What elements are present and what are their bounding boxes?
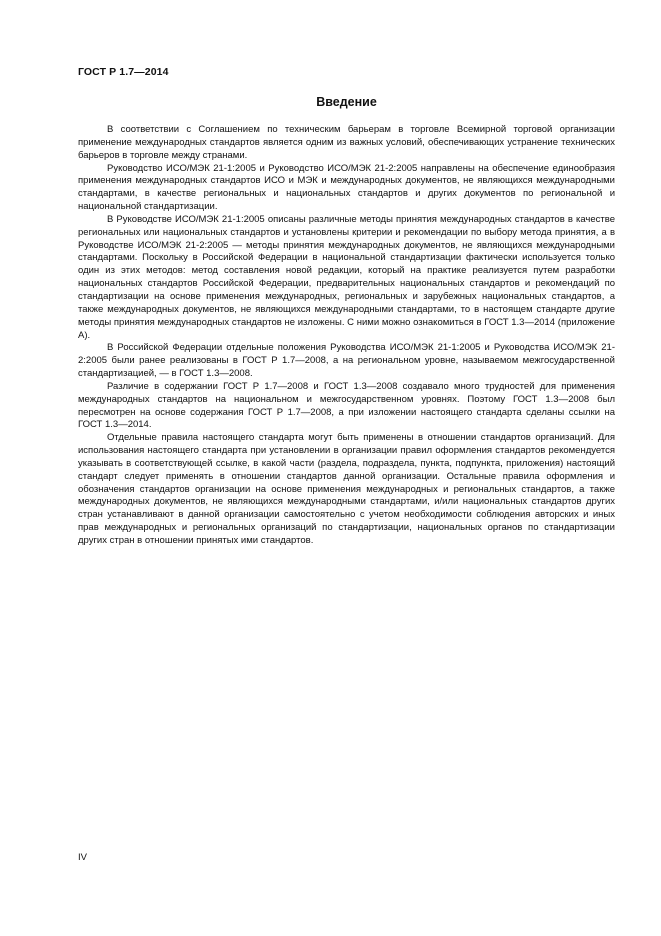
paragraph: В Руководстве ИСО/МЭК 21-1:2005 описаны различные методы принятия международных стандартов в качестве региональных или национальных стандартов и установлены критерии и рекомендации по выбору метода принятия, а в Руководстве ИСО/МЭК 21-2:2005 — методы принятия международных документов, не являющихся международными стандартами. Поскольку в Российской Федерации в национальной стандартизации фактически используется только один из этих методов: метод составления новой редакции, который на практике реализуется путем разработки национальных стандартов Российской Федерации, предварительных национальных стандартов и рекомендаций по стандартизации на основе применения международных, региональных и зарубежных национальных стандартов, а также международных документов, не являющихся международными стандартами, то в настоящем стандарте другие методы принятия международных стандартов не изложены. С ними можно ознакомиться в ГОСТ 1.3—2014 (приложение А). xyxy=(78,213,615,341)
paragraph: Различие в содержании ГОСТ Р 1.7—2008 и ГОСТ 1.3—2008 создавало много трудностей для применения международных стандартов на национальном и межгосударственном уровнях. Поэтому ГОСТ 1.3—2008 был пересмотрен на основе содержания ГОСТ Р 1.7—2008, а при изложении настоящего стандарта сделаны ссылки на ГОСТ 1.3—2014. xyxy=(78,380,615,431)
section-title: Введение xyxy=(316,95,377,109)
paragraph: Отдельные правила настоящего стандарта могут быть применены в отношении стандартов организаций. Для использования настоящего стандарта при установлении в организации правил оформления стандартов рекомендуется указывать в соответствующей ссылке, в какой части (раздела, подраздела, пункта, подпункта, приложения) настоящий стандарт следует применять в отношении стандартов данной организации. Остальные правила оформления и обозначения стандартов организации на основе применения международных и региональных стандартов, а также международных документов, не являющихся международными стандартами, и/или национальных стандартов других стран устанавливают в данной организации самостоятельно с учетом необходимости соблюдения авторских и иных прав международных и региональных организаций по стандартизации, национальных органов по стандартизации других стран в отношении принятых ими стандартов. xyxy=(78,432,615,546)
document-code-header: ГОСТ Р 1.7—2014 xyxy=(78,66,169,78)
section-body xyxy=(78,124,615,548)
paragraph: В соответствии с Соглашением по техническим барьерам в торговле Всемирной торговой организации применение международных стандартов является одним из важных условий, обеспечивающих устранение технических барьеров в торговле между странами. xyxy=(78,124,615,161)
paragraph: Руководство ИСО/МЭК 21-1:2005 и Руководство ИСО/МЭК 21-2:2005 направлены на обеспечение единообразия применения международных стандартов ИСО и МЭК и международных документов, не являющихся международными стандартами, в качестве региональных и национальных стандартов и других документов по региональной и национальной стандартизации. xyxy=(78,162,615,213)
page-number: IV xyxy=(78,852,87,863)
paragraph: В Российской Федерации отдельные положения Руководства ИСО/МЭК 21-1:2005 и Руководства ИСО/МЭК 21-2:2005 были ранее реализованы в ГОСТ Р 1.7—2008, а на региональном уровне, называемом межгосударственной стандартизацией, — в ГОСТ 1.3—2008. xyxy=(78,342,615,380)
